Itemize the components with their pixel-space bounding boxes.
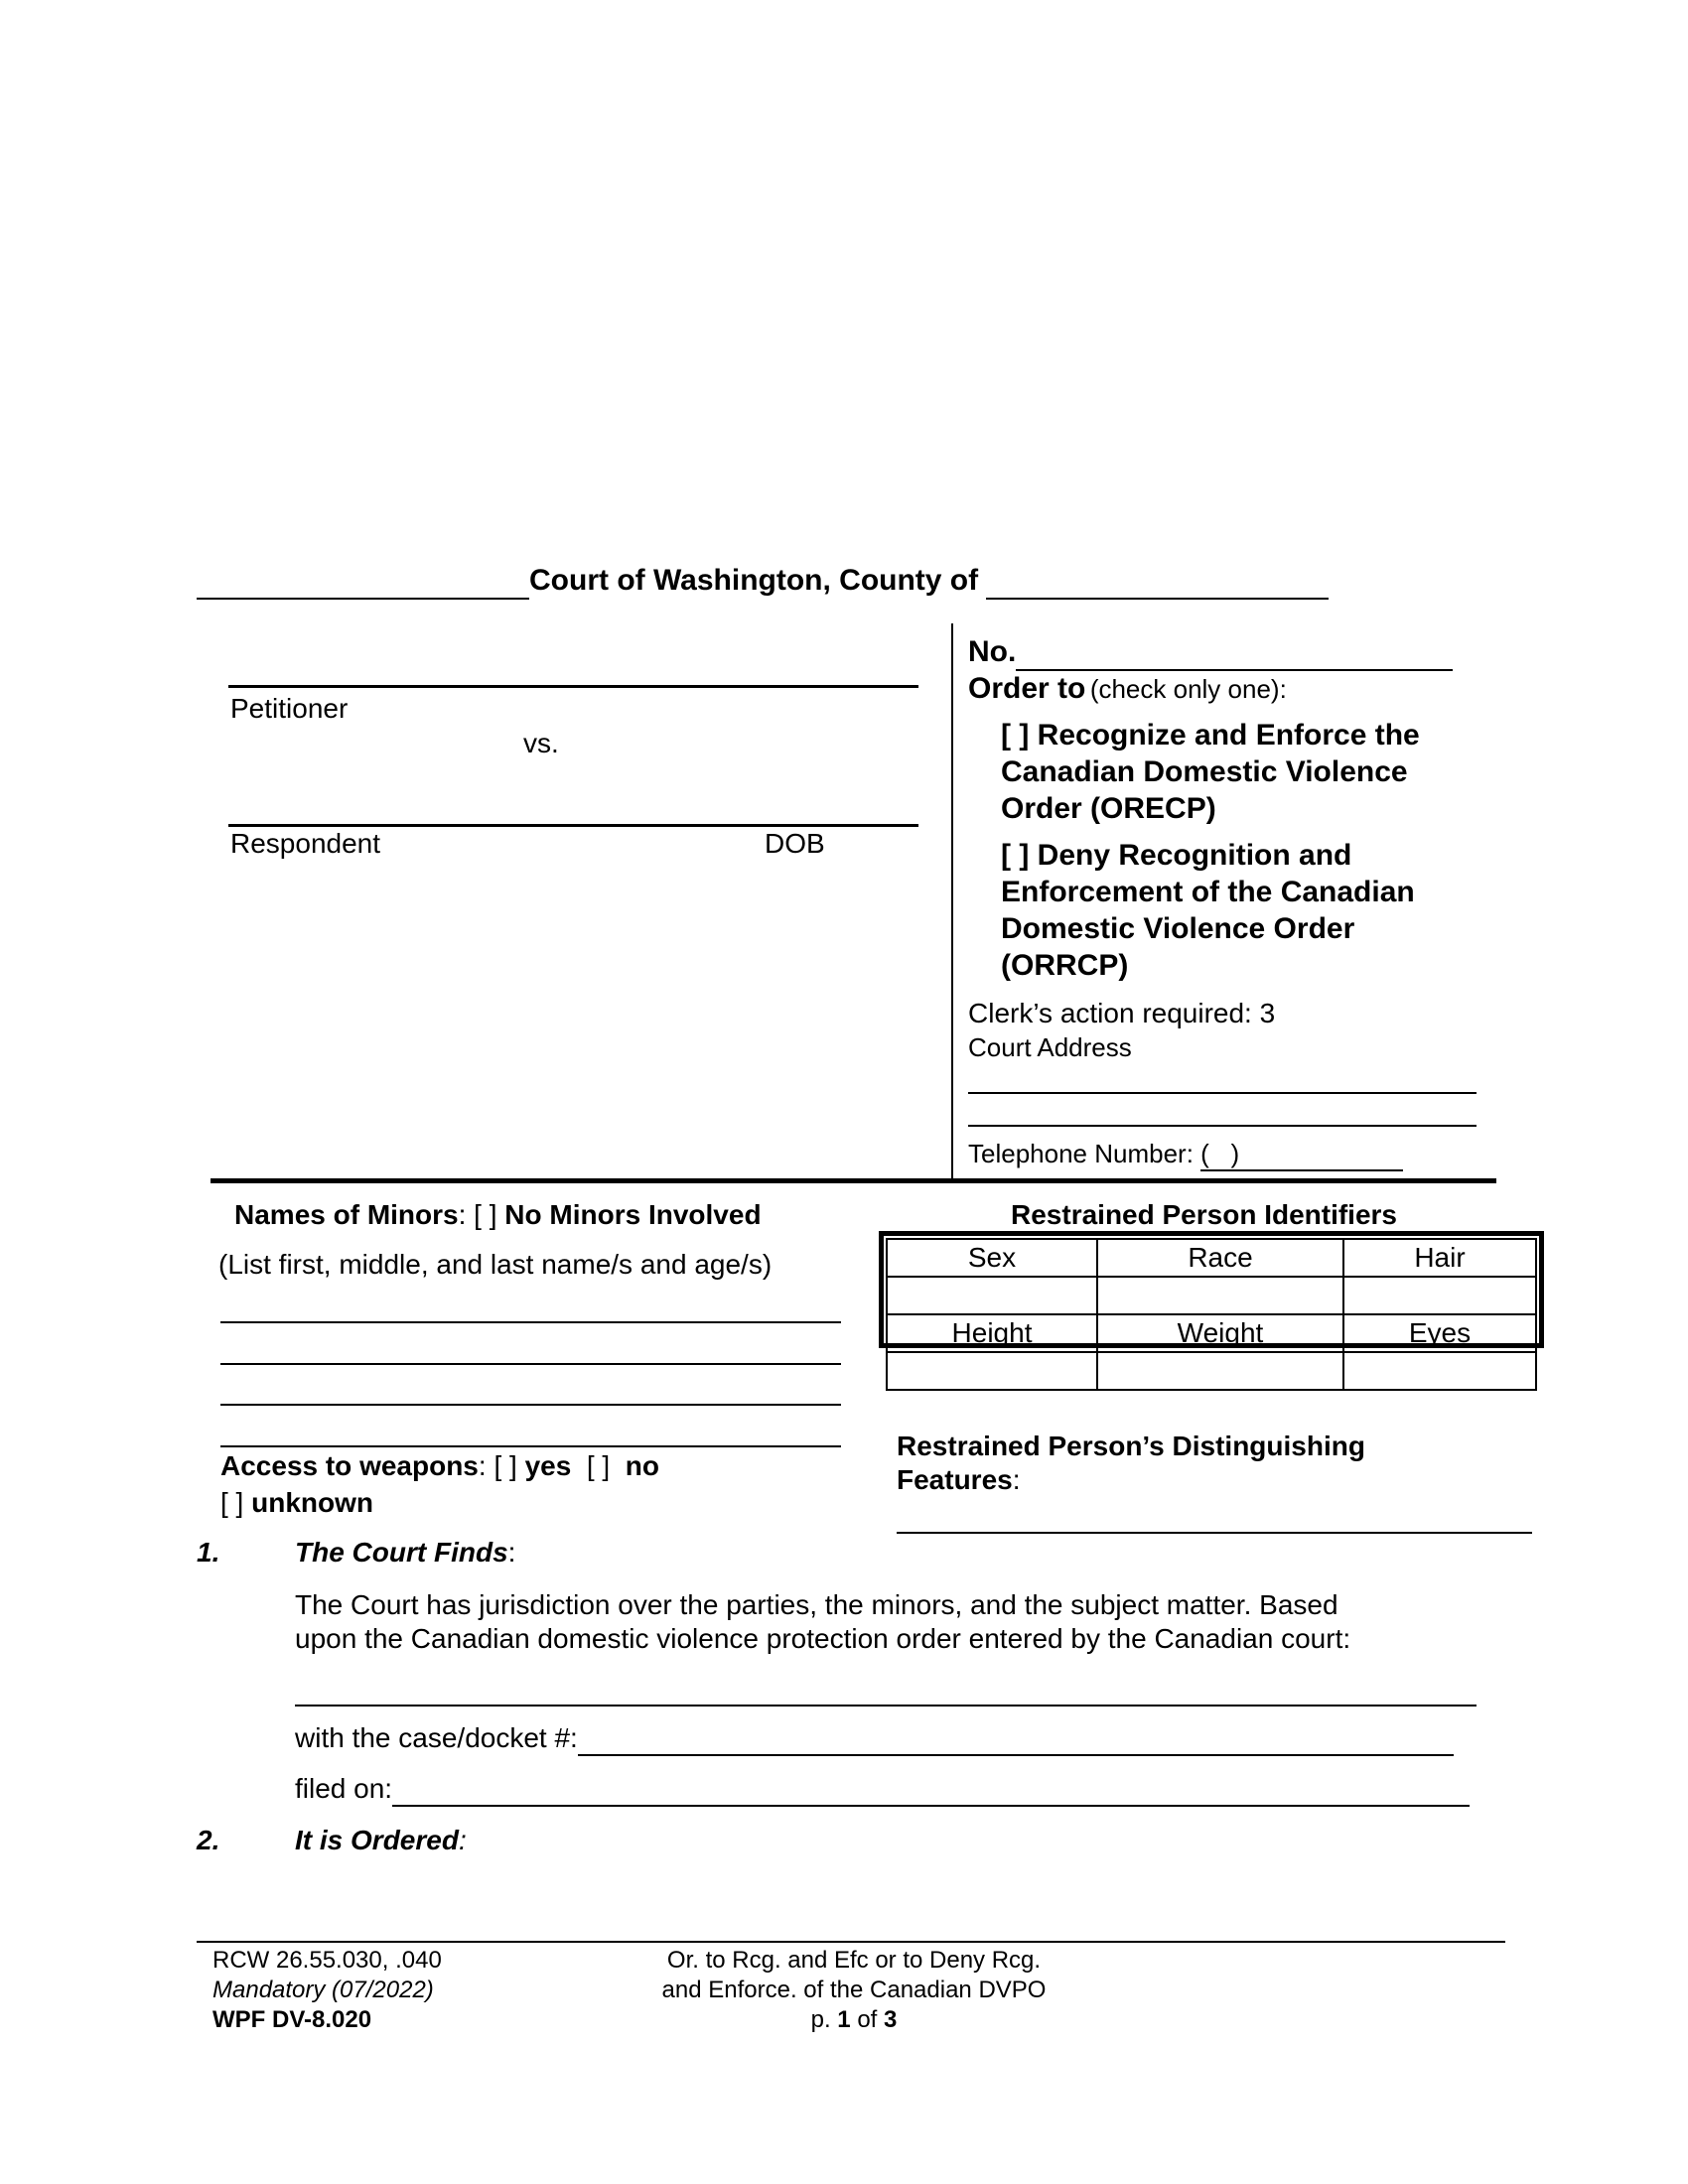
- weapons-no-text: no: [625, 1450, 659, 1481]
- height-header: Height: [887, 1314, 1097, 1352]
- option-recognize-checkbox[interactable]: [ ]: [1001, 719, 1030, 751]
- footer-form-id: WPF DV-8.020: [212, 2006, 372, 2033]
- sex-value[interactable]: [887, 1277, 1097, 1314]
- petitioner-blank[interactable]: [228, 685, 918, 688]
- filed-on-blank[interactable]: [392, 1773, 1470, 1807]
- section-2-title: It is Ordered: [295, 1825, 459, 1855]
- vs-label: vs.: [523, 728, 559, 758]
- section-1-number: 1.: [197, 1537, 220, 1568]
- hair-header: Hair: [1343, 1239, 1536, 1277]
- identifiers-table: [886, 1238, 1537, 1391]
- weapons-no-checkbox[interactable]: [ ]: [586, 1450, 611, 1481]
- features-row: Restrained Person’s Distinguishing Features:: [897, 1431, 1365, 1495]
- race-header: Race: [1097, 1239, 1343, 1277]
- option-deny-checkbox[interactable]: [ ]: [1001, 839, 1030, 872]
- option-deny[interactable]: [1001, 837, 1487, 984]
- clerk-action: Clerk’s action required: 3: [968, 998, 1276, 1028]
- caption-divider: [951, 623, 953, 1179]
- order-to-note: (check only one):: [1089, 674, 1287, 704]
- sex-header: Sex: [887, 1239, 1097, 1277]
- option-recognize[interactable]: [1001, 717, 1487, 827]
- minors-instructions: (List first, middle, and last name/s and age/s): [218, 1249, 773, 1280]
- telephone-label: Telephone Number:: [968, 1139, 1194, 1168]
- section-1-title: The Court Finds: [295, 1537, 508, 1568]
- footer-title-line-2: and Enforce. of the Canadian DVPO: [661, 1977, 1047, 2003]
- weapons-unknown-text: unknown: [251, 1487, 373, 1518]
- no-minors-text: No Minors Involved: [504, 1199, 762, 1230]
- case-number-label: No.: [968, 635, 1017, 668]
- footer-left: [212, 1946, 442, 2035]
- county-blank[interactable]: [986, 564, 1329, 600]
- court-title-row: [197, 564, 1329, 600]
- minor-line-3[interactable]: [220, 1404, 841, 1406]
- dob-label: DOB: [765, 828, 825, 859]
- respondent-label: Respondent: [230, 828, 381, 859]
- eyes-value[interactable]: [1343, 1352, 1536, 1390]
- court-address-line-2[interactable]: [968, 1125, 1477, 1127]
- eyes-header: Eyes: [1343, 1314, 1536, 1352]
- hair-value[interactable]: [1343, 1277, 1536, 1314]
- court-address-line-1[interactable]: [968, 1092, 1477, 1094]
- no-minors-checkbox[interactable]: [ ]: [474, 1199, 497, 1230]
- weight-header: Weight: [1097, 1314, 1343, 1352]
- weight-value[interactable]: [1097, 1352, 1343, 1390]
- telephone-row: [968, 1139, 1403, 1171]
- section-1-body-line-1: The Court has jurisdiction over the parties, the minors, and the subject matter. Based: [295, 1589, 1338, 1620]
- minors-label: Names of Minors: [234, 1199, 459, 1230]
- case-docket-blank[interactable]: [578, 1722, 1454, 1756]
- filed-on-label: filed on:: [295, 1773, 393, 1804]
- canadian-court-blank[interactable]: [295, 1705, 1477, 1706]
- section-1-body: [295, 1588, 1350, 1656]
- weapons-unknown-checkbox[interactable]: [ ]: [220, 1487, 244, 1518]
- weapons-yes-text: yes: [524, 1450, 572, 1481]
- court-title: Court of Washington, County of: [529, 564, 979, 597]
- order-to-row: [968, 672, 1287, 706]
- section-2-number: 2.: [197, 1825, 220, 1855]
- minor-line-1[interactable]: [220, 1321, 841, 1323]
- features-blank[interactable]: [897, 1532, 1532, 1534]
- footer-mandatory: Mandatory (07/2022): [212, 1977, 434, 2003]
- case-docket-label: with the case/docket #:: [295, 1722, 578, 1753]
- identifiers-title: Restrained Person Identifiers: [1011, 1199, 1398, 1230]
- case-number-blank[interactable]: [1016, 635, 1453, 671]
- race-value[interactable]: [1097, 1277, 1343, 1314]
- section-2-title-row: It is Ordered:: [295, 1825, 467, 1855]
- minor-line-2[interactable]: [220, 1363, 841, 1365]
- features-label: Restrained Person’s Distinguishing Features: [897, 1431, 1365, 1495]
- weapons-yes-checkbox[interactable]: [ ]: [493, 1450, 517, 1481]
- caption-bottom-rule: [211, 1178, 1496, 1183]
- section-1-title-row: The Court Finds:: [295, 1537, 516, 1568]
- minors-row: Names of Minors: [ ] No Minors Involved: [234, 1199, 762, 1230]
- telephone-area-code[interactable]: ( ): [1200, 1139, 1239, 1171]
- section-1-body-line-2: upon the Canadian domestic violence protection order entered by the Canadian court:: [295, 1623, 1351, 1654]
- footer-rcw: RCW 26.55.030, .040: [212, 1947, 442, 1974]
- filed-on-row: [295, 1773, 1470, 1807]
- court-address-label: Court Address: [968, 1032, 1132, 1062]
- petitioner-label: Petitioner: [230, 693, 349, 724]
- option-recognize-text: Recognize and Enforce the Canadian Domestic Violence Order (ORECP): [1001, 719, 1420, 825]
- telephone-number-blank[interactable]: [1239, 1139, 1403, 1171]
- case-docket-row: [295, 1722, 1454, 1756]
- footer-center: [596, 1946, 1112, 2035]
- order-to-label: Order to: [968, 672, 1086, 705]
- case-number-row: [968, 635, 1453, 671]
- height-value[interactable]: [887, 1352, 1097, 1390]
- respondent-blank[interactable]: [228, 824, 918, 827]
- footer-title-line-1: Or. to Rcg. and Efc or to Deny Rcg.: [666, 1947, 1042, 1974]
- weapons-label: Access to weapons: [220, 1450, 479, 1481]
- footer-page-number: p. 1 of 3: [810, 2006, 898, 2033]
- footer-rule: [197, 1941, 1505, 1943]
- court-name-blank[interactable]: [197, 564, 529, 600]
- option-deny-text: Deny Recognition and Enforcement of the Canadian Domestic Violence Order (ORRCP): [1001, 839, 1415, 982]
- weapons-row: Access to weapons: [ ] yes [ ] no [ ] unknown: [220, 1450, 659, 1518]
